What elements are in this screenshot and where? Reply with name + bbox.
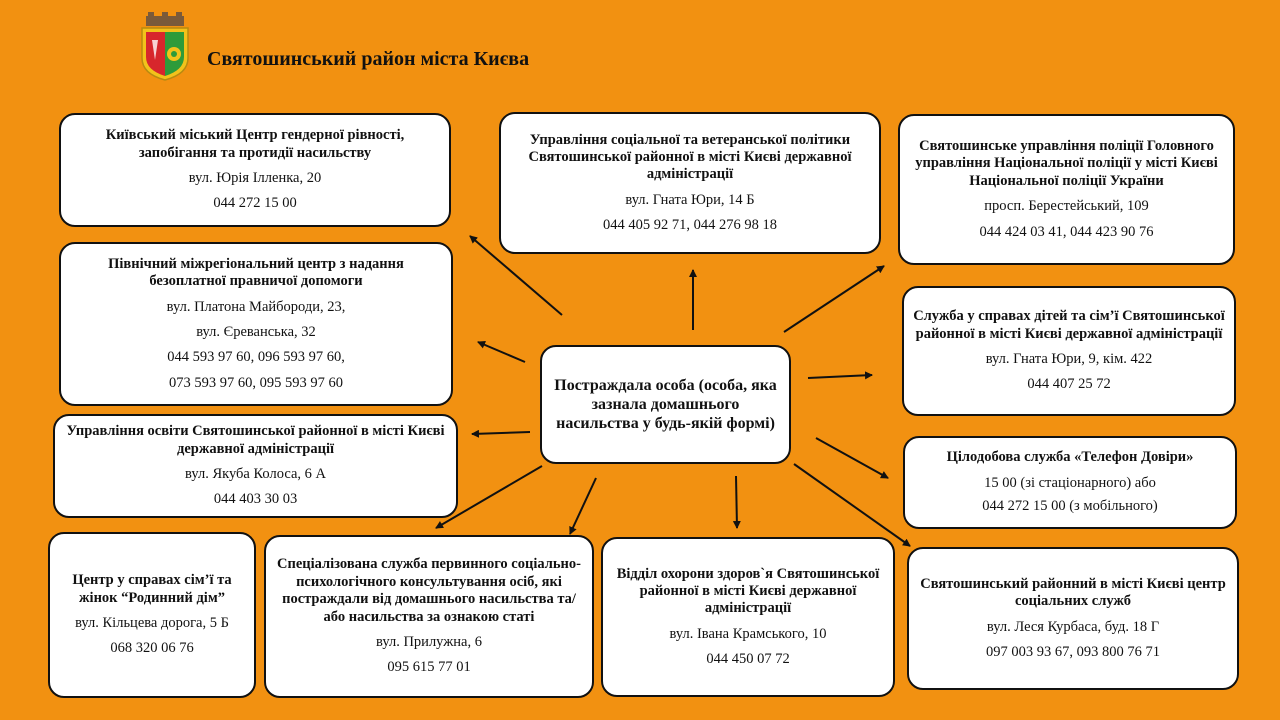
center-label: Постраждала особа (особа, яка зазнала домашнього насильства у будь-якій формі) bbox=[554, 376, 777, 433]
box-address: вул. Кільцева дорога, 5 Б bbox=[75, 615, 229, 631]
box-address: вул. Єреванська, 32 bbox=[196, 324, 316, 340]
box-health bbox=[601, 537, 895, 697]
box-phone: 068 320 06 76 bbox=[110, 640, 194, 657]
box-psych-service bbox=[264, 535, 594, 698]
box-gender-center bbox=[59, 113, 451, 227]
box-address: просп. Берестейський, 109 bbox=[984, 198, 1149, 215]
box-title: Управління освіти Святошинської районної в місті Києві державної адміністрації bbox=[66, 423, 445, 457]
arrow-to-education bbox=[472, 432, 530, 434]
victim-center-box bbox=[540, 345, 791, 464]
box-title: Центр у справах сім’ї та жінок “Родинний дім” bbox=[72, 572, 232, 606]
box-address: вул. Юрія Ілленка, 20 bbox=[188, 170, 322, 186]
box-legal-aid bbox=[59, 242, 453, 406]
box-phone: 044 450 07 72 bbox=[706, 651, 790, 668]
box-phone: 044 407 25 72 bbox=[1027, 376, 1111, 393]
box-title: Управління соціальної та ветеранської політики Святошинської районної в місті Києві державної адміністрації bbox=[528, 131, 852, 183]
arrow-to-police bbox=[784, 266, 884, 332]
box-phone: 095 615 77 01 bbox=[387, 659, 471, 676]
arrow-to-psych-service bbox=[570, 478, 596, 534]
box-education bbox=[53, 414, 458, 518]
box-title: Відділ охорони здоров`я Святошинської районної в місті Києві державної адміністрації bbox=[616, 565, 880, 617]
box-address: вул. Леся Курбаса, буд. 18 Г bbox=[986, 618, 1160, 635]
box-hotline bbox=[903, 436, 1237, 529]
box-family-home bbox=[48, 532, 256, 698]
arrow-to-health bbox=[736, 476, 737, 528]
box-social-center bbox=[907, 547, 1239, 690]
box-phone: 044 424 03 41, 044 423 90 76 bbox=[979, 223, 1154, 240]
box-title: Цілодобова служба «Телефон Довіри» bbox=[946, 449, 1194, 466]
box-phone: 044 593 97 60, 096 593 97 60, bbox=[167, 349, 345, 366]
box-title: Київський міський Центр гендерної рівності, запобігання та протидії насильству bbox=[105, 127, 405, 161]
arrow-to-legal-aid bbox=[478, 342, 525, 362]
box-address: вул. Платона Майбороди, 23, bbox=[166, 298, 346, 315]
box-address: вул. Якуба Колоса, 6 А bbox=[185, 466, 326, 482]
box-social-policy bbox=[499, 112, 881, 254]
box-children-service bbox=[902, 286, 1236, 416]
box-title: Служба у справах дітей та сім’ї Святошинської районної в місті Києві державної адміністрації bbox=[913, 308, 1225, 342]
box-phone: 044 403 30 03 bbox=[213, 491, 298, 508]
box-address: вул. Івана Крамського, 10 bbox=[669, 625, 827, 642]
box-phone: 044 272 15 00 bbox=[213, 195, 297, 212]
box-address: вул. Гната Юри, 9, кім. 422 bbox=[985, 351, 1153, 367]
box-title: Святошинське управління поліції Головного управління Національної поліції у місті Києві Національної поліції України bbox=[915, 138, 1218, 189]
box-address: вул. Гната Юри, 14 Б bbox=[625, 191, 755, 208]
box-police bbox=[898, 114, 1235, 265]
arrow-to-social-center bbox=[794, 464, 910, 546]
box-phone: 097 003 93 67, 093 800 76 71 bbox=[986, 643, 1160, 660]
box-phone: 15 00 (зі стаціонарного) або bbox=[984, 474, 1156, 491]
box-phone: 073 593 97 60, 095 593 97 60 bbox=[169, 374, 343, 391]
arrow-to-hotline bbox=[816, 438, 888, 478]
box-title: Північний міжрегіональний центр з надання безоплатної правничої допомоги bbox=[108, 255, 404, 290]
box-address: вул. Прилужна, 6 bbox=[376, 633, 482, 650]
box-title: Святошинський районний в місті Києві центр соціальних служб bbox=[920, 575, 1226, 610]
page-title: Святошинський район міста Києва bbox=[207, 48, 530, 70]
box-phone: 044 272 15 00 (з мобільного) bbox=[982, 498, 1158, 515]
box-phone: 044 405 92 71, 044 276 98 18 bbox=[603, 217, 777, 234]
box-title: Спеціалізована служба первинного соціально-психологічного консультування осіб, які постраждали від домашнього насильства та/або насильства за ознакою статі bbox=[277, 556, 581, 625]
arrow-to-children-service bbox=[808, 375, 872, 378]
